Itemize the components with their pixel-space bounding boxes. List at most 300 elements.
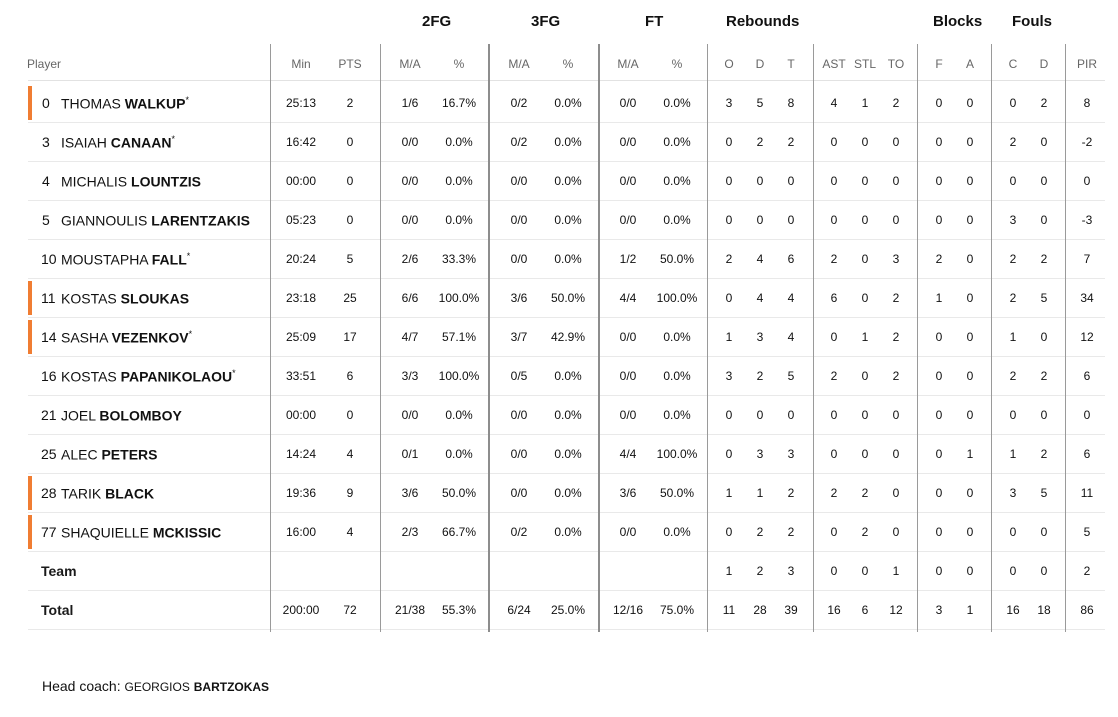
cell-reb-d: 4	[756, 291, 764, 305]
cell-ft-pct: 0.0%	[663, 213, 691, 227]
cell-fg3-ma: 0/0	[510, 408, 528, 422]
cell-to: 2	[892, 369, 900, 383]
player-name-link[interactable]	[61, 251, 190, 268]
cell-stl: 0	[861, 408, 869, 422]
cell-ft-pct: 0.0%	[663, 369, 691, 383]
cell-fg3-pct: 0.0%	[554, 369, 582, 383]
player-name-link[interactable]	[61, 290, 189, 307]
player-name-link[interactable]	[61, 407, 182, 424]
cell-foul-c: 1	[1009, 330, 1017, 344]
head-coach-label: Head coach:	[42, 678, 121, 694]
cell-foul-c: 3	[1009, 486, 1017, 500]
cell-fg3-pct: 25.0%	[550, 603, 586, 617]
divider	[270, 44, 271, 632]
cell-fg3-pct: 0.0%	[554, 174, 582, 188]
divider	[813, 44, 814, 632]
cell-stl: 0	[861, 447, 869, 461]
cell-pir: -2	[1081, 135, 1093, 149]
cell-ft-ma: 1/2	[619, 252, 637, 266]
cell-to: 0	[892, 213, 900, 227]
player-last-name: LARENTZAKIS	[151, 212, 251, 229]
cell-pir: 6	[1083, 369, 1091, 383]
cell-pir: 5	[1083, 525, 1091, 539]
cell-pir: -3	[1081, 213, 1093, 227]
cell-foul-d: 2	[1040, 369, 1048, 383]
cell-reb-t: 0	[787, 213, 795, 227]
starter-marker	[28, 320, 32, 354]
cell-fg2-pct: 33.3%	[441, 252, 477, 266]
cell-ft-pct: 0.0%	[663, 330, 691, 344]
cell-blk-a: 0	[966, 564, 974, 578]
cell-stl: 0	[861, 174, 869, 188]
cell-fg2-ma: 0/0	[401, 174, 419, 188]
col-header-3fg-pct: %	[562, 57, 574, 71]
cell-pir: 12	[1080, 330, 1094, 344]
cell-reb-t: 0	[787, 408, 795, 422]
col-header-reb-d: D	[755, 57, 765, 71]
cell-ft-ma: 0/0	[619, 96, 637, 110]
player-number: 16	[41, 368, 57, 384]
cell-fg2-pct: 0.0%	[445, 213, 473, 227]
cell-fg3-pct: 0.0%	[554, 486, 582, 500]
col-header-stl: STL	[853, 57, 877, 71]
cell-ft-ma: 0/0	[619, 369, 637, 383]
cell-stl: 0	[861, 369, 869, 383]
cell-fg2-pct: 100.0%	[438, 291, 480, 305]
cell-ast: 6	[830, 291, 838, 305]
cell-foul-d: 2	[1040, 252, 1048, 266]
col-header-pir: PIR	[1076, 57, 1098, 71]
cell-fg2-ma: 2/6	[401, 252, 419, 266]
cell-blk-f: 0	[935, 447, 943, 461]
cell-reb-o: 1	[725, 330, 733, 344]
divider	[917, 44, 918, 632]
player-number: 21	[41, 407, 57, 423]
divider	[991, 44, 992, 632]
player-last-name: MCKISSIC	[152, 524, 222, 541]
player-last-name: BOLOMBOY	[99, 407, 182, 424]
cell-reb-d: 3	[756, 447, 764, 461]
group-header-3fg: 3FG	[531, 13, 561, 30]
cell-pts: 0	[346, 408, 354, 422]
cell-reb-t: 2	[787, 525, 795, 539]
cell-foul-d: 18	[1037, 603, 1051, 617]
starter-marker	[28, 515, 32, 549]
player-first-name: MOUSTAPHA	[61, 251, 148, 268]
cell-pir: 7	[1083, 252, 1091, 266]
cell-reb-d: 0	[756, 408, 764, 422]
cell-reb-o: 0	[725, 213, 733, 227]
player-last-name: WALKUP	[124, 95, 186, 112]
player-name-link[interactable]	[61, 485, 154, 502]
player-first-name: KOSTAS	[61, 290, 117, 307]
cell-reb-d: 28	[753, 603, 767, 617]
cell-reb-d: 2	[756, 135, 764, 149]
player-name-link[interactable]	[61, 446, 157, 463]
divider	[707, 44, 708, 632]
cell-reb-o: 0	[725, 174, 733, 188]
cell-to: 0	[892, 525, 900, 539]
starter-marker	[28, 476, 32, 510]
player-first-name: ALEC	[61, 446, 98, 463]
cell-stl: 0	[861, 291, 869, 305]
cell-fg3-pct: 0.0%	[554, 213, 582, 227]
cell-reb-d: 2	[756, 564, 764, 578]
cell-blk-a: 0	[966, 330, 974, 344]
cell-ft-pct: 0.0%	[663, 408, 691, 422]
cell-reb-t: 6	[787, 252, 795, 266]
cell-pir: 2	[1083, 564, 1091, 578]
cell-ast: 0	[830, 135, 838, 149]
player-number: 14	[41, 329, 57, 345]
cell-ft-pct: 0.0%	[663, 174, 691, 188]
col-header-to: TO	[887, 57, 905, 71]
cell-foul-c: 0	[1009, 564, 1017, 578]
player-mark: *	[232, 368, 236, 378]
cell-ft-pct: 100.0%	[656, 447, 698, 461]
cell-foul-c: 0	[1009, 408, 1017, 422]
cell-foul-d: 2	[1040, 96, 1048, 110]
cell-blk-f: 0	[935, 564, 943, 578]
cell-reb-o: 0	[725, 135, 733, 149]
cell-blk-f: 0	[935, 174, 943, 188]
cell-reb-o: 1	[725, 564, 733, 578]
cell-min: 00:00	[285, 174, 317, 188]
group-header-ft: FT	[645, 13, 664, 30]
cell-fg2-pct: 0.0%	[445, 174, 473, 188]
cell-to: 0	[892, 447, 900, 461]
player-number: 4	[42, 173, 50, 189]
cell-ft-pct: 50.0%	[659, 252, 695, 266]
player-number: 0	[42, 95, 50, 111]
cell-stl: 6	[861, 603, 869, 617]
cell-to: 0	[892, 408, 900, 422]
cell-stl: 0	[861, 135, 869, 149]
team-row-label: Team	[41, 563, 77, 579]
cell-min: 00:00	[285, 408, 317, 422]
cell-blk-f: 0	[935, 408, 943, 422]
cell-foul-c: 2	[1009, 252, 1017, 266]
cell-blk-f: 0	[935, 135, 943, 149]
cell-pts: 5	[346, 252, 354, 266]
cell-foul-c: 2	[1009, 291, 1017, 305]
cell-ft-pct: 50.0%	[659, 486, 695, 500]
cell-stl: 1	[861, 96, 869, 110]
player-first-name: GIANNOULIS	[61, 212, 148, 229]
player-name-link[interactable]	[61, 212, 250, 229]
head-coach	[42, 678, 269, 694]
cell-foul-d: 0	[1040, 408, 1048, 422]
cell-fg3-pct: 0.0%	[554, 525, 582, 539]
cell-ast: 2	[830, 486, 838, 500]
cell-foul-c: 0	[1009, 525, 1017, 539]
player-first-name: JOEL	[61, 407, 96, 424]
cell-blk-a: 0	[966, 369, 974, 383]
cell-to: 12	[889, 603, 903, 617]
cell-ast: 0	[830, 564, 838, 578]
cell-pts: 0	[346, 135, 354, 149]
cell-fg3-pct: 0.0%	[554, 408, 582, 422]
head-coach-last-name: BARTZOKAS	[193, 680, 270, 694]
cell-fg2-ma: 0/0	[401, 135, 419, 149]
cell-fg2-ma: 3/6	[401, 486, 419, 500]
col-header-blk-f: F	[935, 57, 943, 71]
col-header-blk-a: A	[965, 57, 975, 71]
cell-reb-o: 0	[725, 291, 733, 305]
cell-fg2-pct: 55.3%	[441, 603, 477, 617]
cell-ft-ma: 0/0	[619, 525, 637, 539]
cell-blk-a: 0	[966, 291, 974, 305]
table-row	[28, 239, 1105, 279]
cell-blk-f: 0	[935, 213, 943, 227]
cell-fg2-pct: 0.0%	[445, 135, 473, 149]
cell-fg2-ma: 0/0	[401, 213, 419, 227]
table-row	[28, 83, 1105, 123]
cell-reb-o: 11	[722, 603, 736, 617]
cell-reb-o: 3	[725, 369, 733, 383]
table-row	[28, 161, 1105, 201]
cell-reb-o: 0	[725, 447, 733, 461]
cell-ft-ma: 0/0	[619, 135, 637, 149]
cell-ast: 2	[830, 369, 838, 383]
divider	[598, 44, 600, 632]
group-header-2fg: 2FG	[422, 13, 452, 30]
cell-stl: 0	[861, 213, 869, 227]
cell-reb-t: 4	[787, 330, 795, 344]
cell-fg3-ma: 0/2	[510, 96, 528, 110]
cell-foul-d: 0	[1040, 564, 1048, 578]
cell-reb-t: 2	[787, 486, 795, 500]
col-header-reb-o: O	[724, 57, 734, 71]
total-row-label: Total	[41, 602, 74, 618]
starter-marker	[28, 86, 32, 120]
group-header-fouls: Fouls	[1012, 13, 1052, 30]
cell-fg2-ma: 0/0	[401, 408, 419, 422]
cell-blk-a: 1	[966, 603, 974, 617]
col-header-2fg-ma: M/A	[399, 57, 421, 71]
player-name-link[interactable]	[61, 173, 201, 190]
cell-min: 16:00	[285, 525, 317, 539]
divider	[1065, 44, 1066, 632]
cell-pts: 4	[346, 447, 354, 461]
cell-stl: 1	[861, 330, 869, 344]
cell-foul-d: 0	[1040, 525, 1048, 539]
player-last-name: FALL	[151, 251, 187, 268]
cell-reb-o: 0	[725, 408, 733, 422]
cell-fg3-ma: 0/0	[510, 213, 528, 227]
cell-fg3-ma: 0/0	[510, 486, 528, 500]
cell-reb-t: 2	[787, 135, 795, 149]
col-header-foul-c: C	[1008, 57, 1018, 71]
cell-fg2-ma: 0/1	[401, 447, 419, 461]
cell-ft-ma: 4/4	[619, 447, 637, 461]
cell-to: 0	[892, 486, 900, 500]
cell-pir: 8	[1083, 96, 1091, 110]
cell-fg2-pct: 66.7%	[441, 525, 477, 539]
col-header-3fg-ma: M/A	[508, 57, 530, 71]
cell-fg3-ma: 0/0	[510, 252, 528, 266]
cell-reb-t: 39	[784, 603, 798, 617]
cell-fg2-ma: 4/7	[401, 330, 419, 344]
cell-fg2-pct: 16.7%	[441, 96, 477, 110]
table-row	[28, 122, 1105, 162]
table-row	[28, 473, 1105, 513]
player-name-link[interactable]	[61, 134, 175, 151]
col-header-min: Min	[291, 57, 311, 71]
cell-fg2-pct: 57.1%	[441, 330, 477, 344]
cell-to: 2	[892, 291, 900, 305]
player-first-name: ISAIAH	[61, 134, 107, 151]
cell-blk-a: 0	[966, 174, 974, 188]
cell-fg3-pct: 0.0%	[554, 135, 582, 149]
player-number: 25	[41, 446, 57, 462]
player-last-name: SLOUKAS	[120, 290, 190, 307]
cell-fg3-ma: 0/0	[510, 174, 528, 188]
player-name-link[interactable]	[61, 368, 236, 385]
cell-stl: 2	[861, 525, 869, 539]
cell-foul-c: 1	[1009, 447, 1017, 461]
cell-min: 25:09	[285, 330, 317, 344]
total-row	[28, 590, 1105, 630]
team-row	[28, 551, 1105, 591]
player-last-name: PETERS	[101, 446, 158, 463]
cell-reb-d: 5	[756, 96, 764, 110]
player-first-name: SASHA	[61, 329, 108, 346]
cell-reb-d: 4	[756, 252, 764, 266]
cell-pir: 6	[1083, 447, 1091, 461]
player-name-link[interactable]	[61, 524, 221, 541]
cell-pts: 72	[343, 603, 357, 617]
cell-ft-pct: 100.0%	[656, 291, 698, 305]
player-number: 5	[42, 212, 50, 228]
col-header-pts: PTS	[338, 57, 362, 71]
player-last-name: VEZENKOV	[111, 329, 189, 346]
cell-foul-d: 5	[1040, 486, 1048, 500]
cell-fg3-ma: 0/2	[510, 135, 528, 149]
cell-pts: 0	[346, 174, 354, 188]
cell-fg2-ma: 2/3	[401, 525, 419, 539]
cell-fg3-ma: 0/5	[510, 369, 528, 383]
divider	[380, 44, 381, 632]
cell-reb-d: 0	[756, 213, 764, 227]
cell-ast: 0	[830, 174, 838, 188]
player-name-link[interactable]	[61, 95, 189, 112]
table-row	[28, 395, 1105, 435]
player-number: 28	[41, 485, 57, 501]
cell-fg2-pct: 100.0%	[438, 369, 480, 383]
cell-blk-f: 0	[935, 525, 943, 539]
cell-min: 16:42	[285, 135, 317, 149]
cell-fg3-ma: 0/0	[510, 447, 528, 461]
cell-blk-f: 0	[935, 486, 943, 500]
cell-blk-f: 0	[935, 330, 943, 344]
cell-fg3-ma: 3/7	[510, 330, 528, 344]
cell-ft-ma: 3/6	[619, 486, 637, 500]
cell-min: 25:13	[285, 96, 317, 110]
cell-ft-pct: 75.0%	[659, 603, 695, 617]
cell-pir: 86	[1080, 603, 1094, 617]
player-first-name: KOSTAS	[61, 368, 117, 385]
cell-pir: 0	[1083, 408, 1091, 422]
player-first-name: TARIK	[61, 485, 102, 502]
cell-ast: 0	[830, 330, 838, 344]
cell-reb-t: 4	[787, 291, 795, 305]
col-header-ft-pct: %	[671, 57, 683, 71]
cell-fg3-pct: 0.0%	[554, 252, 582, 266]
player-last-name: BLACK	[105, 485, 155, 502]
cell-pir: 0	[1083, 174, 1091, 188]
cell-ast: 2	[830, 252, 838, 266]
player-number: 3	[42, 134, 50, 150]
cell-ft-ma: 0/0	[619, 330, 637, 344]
cell-min: 23:18	[285, 291, 317, 305]
cell-reb-o: 3	[725, 96, 733, 110]
col-header-ft-ma: M/A	[617, 57, 639, 71]
cell-blk-a: 1	[966, 447, 974, 461]
cell-pts: 0	[346, 213, 354, 227]
cell-reb-t: 3	[787, 564, 795, 578]
cell-to: 0	[892, 174, 900, 188]
cell-pir: 11	[1080, 486, 1094, 500]
cell-to: 3	[892, 252, 900, 266]
cell-min: 14:24	[285, 447, 317, 461]
cell-ft-pct: 0.0%	[663, 135, 691, 149]
group-header-blocks: Blocks	[933, 13, 983, 30]
player-first-name: THOMAS	[61, 95, 121, 112]
cell-fg2-ma: 1/6	[401, 96, 419, 110]
cell-ft-ma: 12/16	[612, 603, 644, 617]
cell-min: 05:23	[285, 213, 317, 227]
player-mark: *	[186, 251, 191, 261]
cell-reb-d: 0	[756, 174, 764, 188]
cell-blk-a: 0	[966, 408, 974, 422]
cell-foul-d: 0	[1040, 330, 1048, 344]
cell-foul-c: 2	[1009, 369, 1017, 383]
group-header-rebounds: Rebounds	[726, 13, 800, 30]
col-header-reb-t: T	[787, 57, 795, 71]
table-row	[28, 278, 1105, 318]
cell-ast: 4	[830, 96, 838, 110]
cell-min: 20:24	[285, 252, 317, 266]
cell-foul-c: 16	[1006, 603, 1020, 617]
player-number: 10	[41, 251, 57, 267]
cell-min: 200:00	[282, 603, 320, 617]
cell-ft-pct: 0.0%	[663, 96, 691, 110]
cell-pts: 9	[346, 486, 354, 500]
cell-foul-d: 0	[1040, 174, 1048, 188]
player-name-link[interactable]	[61, 329, 192, 346]
cell-foul-d: 0	[1040, 213, 1048, 227]
cell-reb-t: 5	[787, 369, 795, 383]
cell-min: 19:36	[285, 486, 317, 500]
cell-pts: 6	[346, 369, 354, 383]
cell-blk-f: 1	[935, 291, 943, 305]
player-number: 11	[41, 290, 56, 306]
cell-ast: 0	[830, 408, 838, 422]
cell-blk-a: 0	[966, 486, 974, 500]
cell-reb-t: 0	[787, 174, 795, 188]
cell-ast: 0	[830, 525, 838, 539]
cell-reb-d: 2	[756, 525, 764, 539]
cell-blk-f: 3	[935, 603, 943, 617]
cell-pts: 4	[346, 525, 354, 539]
cell-min: 33:51	[285, 369, 317, 383]
cell-reb-t: 8	[787, 96, 795, 110]
col-header-foul-d: D	[1039, 57, 1049, 71]
cell-blk-a: 0	[966, 525, 974, 539]
cell-ft-ma: 4/4	[619, 291, 637, 305]
cell-ast: 0	[830, 447, 838, 461]
